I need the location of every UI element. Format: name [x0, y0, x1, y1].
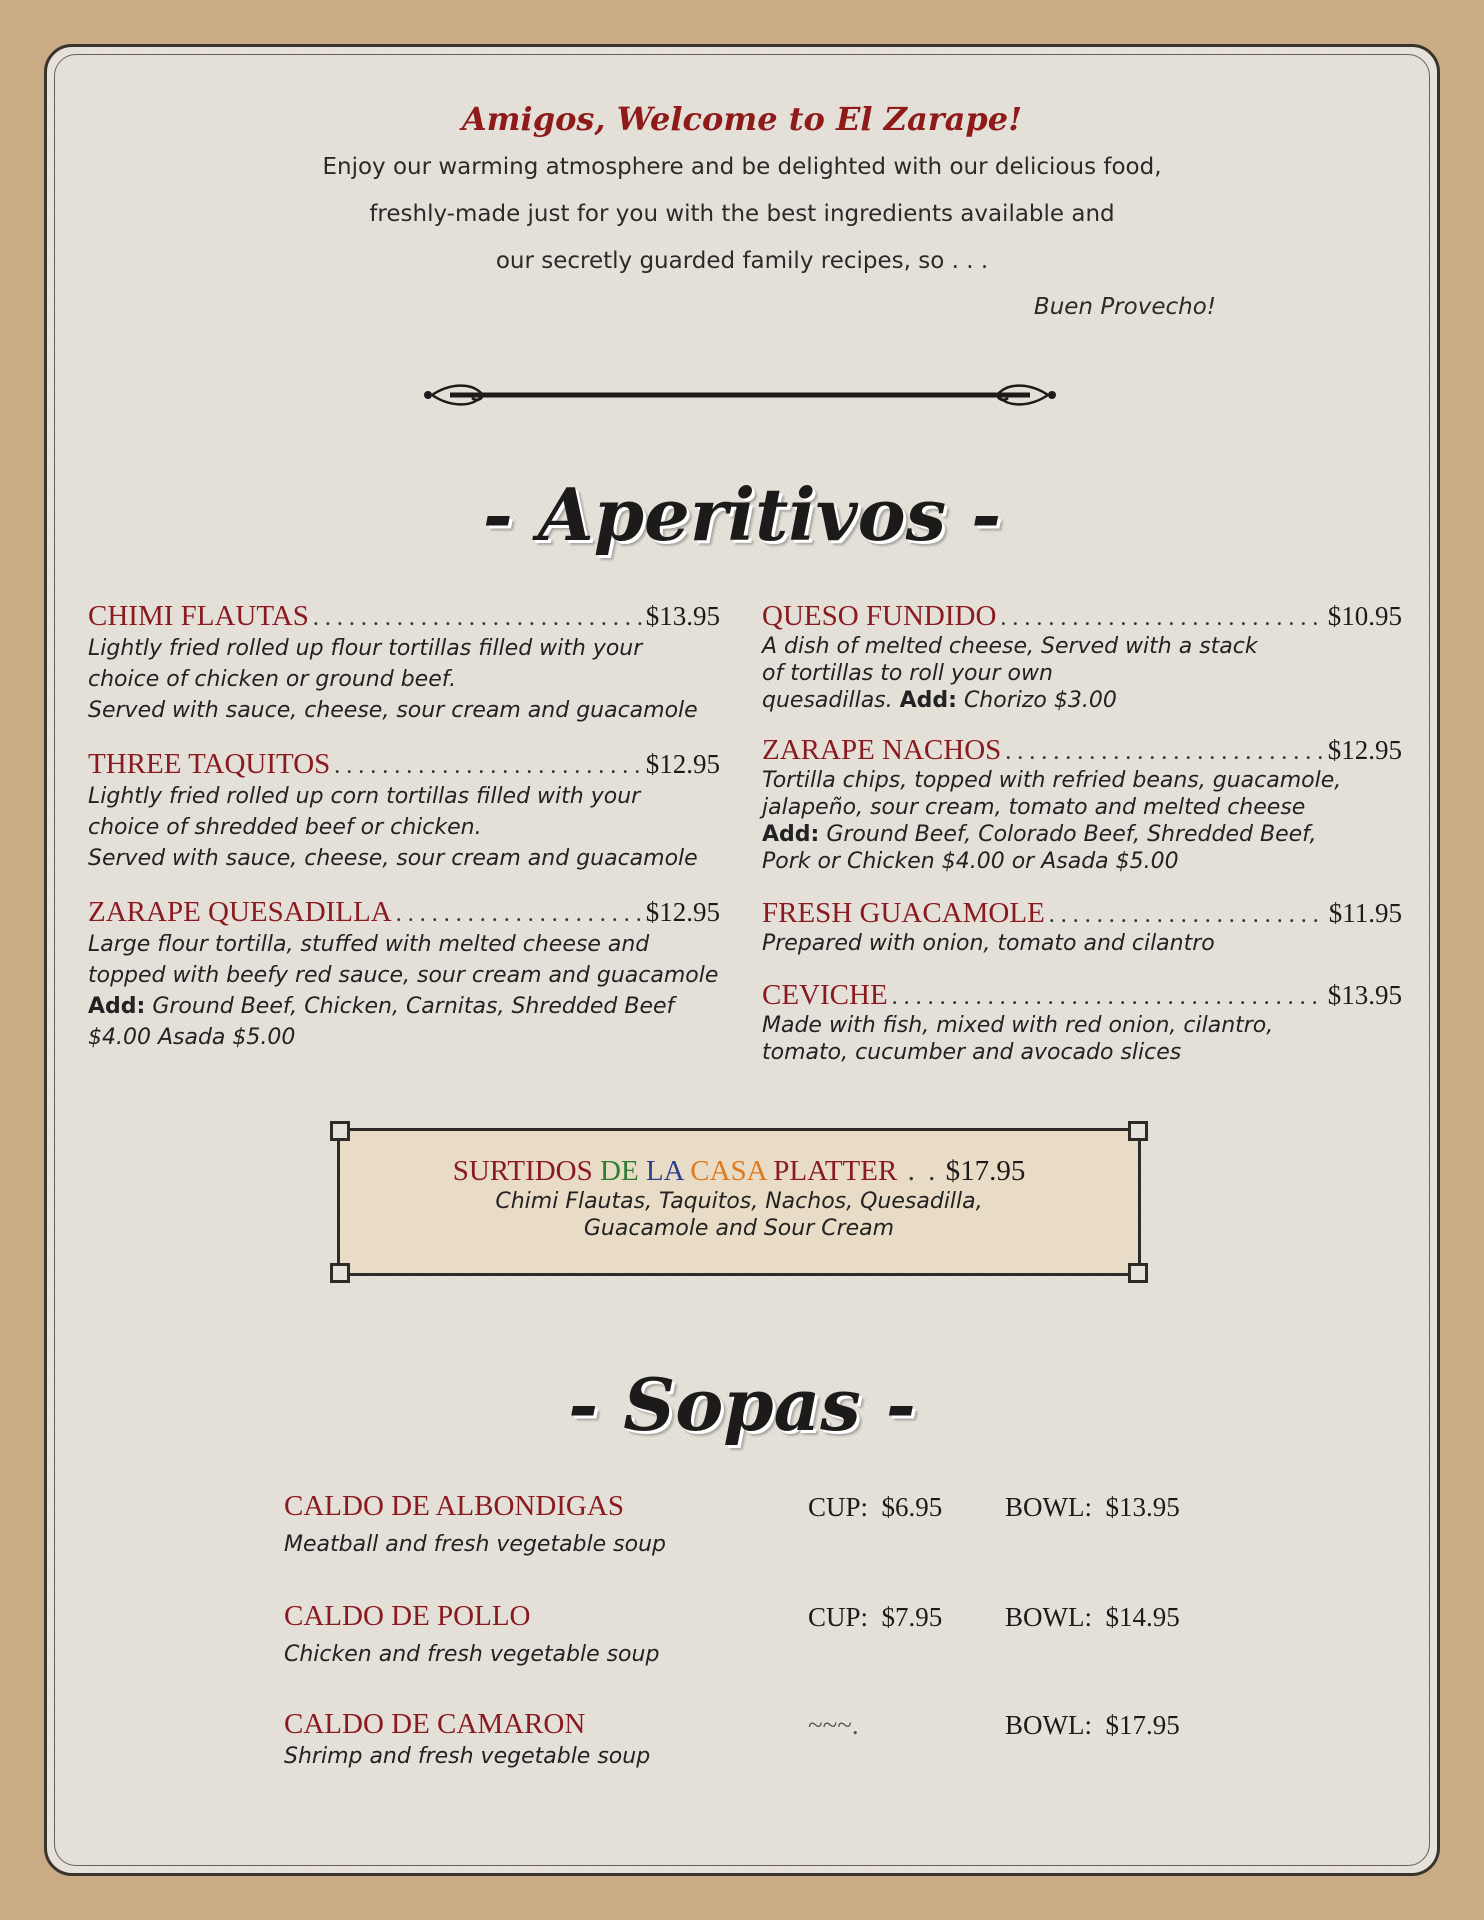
addon-label: Add: [899, 688, 957, 713]
menu-item [88, 748, 720, 874]
item-description: A dish of melted cheese, Served with a stack [762, 634, 1258, 659]
item-addon: Pork or Chicken $4.00 or Asada $5.00 [762, 849, 1179, 874]
menu-item [762, 600, 1402, 714]
platter-word: SURTIDOS [452, 1155, 593, 1187]
addon-label: Add: [762, 822, 820, 847]
platter-word: CASA [690, 1155, 766, 1187]
soup-description: Meatball and fresh vegetable soup [284, 1532, 666, 1557]
leader-dots [1005, 739, 1323, 766]
item-description: quesadillas. [762, 688, 900, 713]
welcome-line: freshly-made just for you with the best ingredients available and [369, 201, 1115, 227]
addon-text: Ground Beef, Chicken, Carnitas, Shredded Beef [145, 994, 675, 1019]
cup-not-available: ~~~. [808, 1710, 859, 1740]
ornamental-divider [420, 380, 1060, 410]
item-description: choice of chicken or ground beef. [88, 667, 457, 692]
corner-ornament [330, 1121, 350, 1141]
addon-text: Chorizo $3.00 [956, 688, 1117, 713]
addon-label: Add: [88, 994, 146, 1019]
section-title-sopas: - Sopas - [568, 1362, 916, 1447]
leader-dots [1000, 605, 1323, 632]
item-description: Tortilla chips, topped with refried beans, guacamole, [762, 768, 1342, 793]
section-title-aperitivos: - Aperitivos - [482, 472, 1002, 557]
leader-dots [334, 753, 641, 780]
item-description: jalapeño, sour cream, tomato and melted cheese [762, 795, 1306, 820]
soup-description: Chicken and fresh vegetable soup [284, 1642, 660, 1667]
item-description: tomato, cucumber and avocado slices [762, 1040, 1182, 1065]
menu-item [762, 897, 1402, 957]
soup-name: CALDO DE POLLO [284, 1600, 531, 1632]
item-description: Lightly fried rolled up flour tortillas filled with your [88, 636, 643, 661]
signoff: Buen Provecho! [1033, 294, 1216, 320]
menu-item [762, 734, 1402, 875]
leader-dots [1049, 902, 1325, 929]
platter-word: DE [600, 1155, 639, 1187]
welcome-line: Enjoy our warming atmosphere and be delighted with our delicious food, [322, 154, 1162, 180]
item-description: topped with beefy red sauce, sour cream and guacamole [88, 963, 719, 988]
platter-word: LA [645, 1155, 683, 1187]
soup-name: CALDO DE CAMARON [284, 1708, 586, 1740]
platter-title: SURTIDOS DE LA CASA PLATTER . . $17.95 [452, 1155, 1026, 1187]
addon-text: Ground Beef, Colorado Beef, Shredded Beef, [819, 822, 1317, 847]
corner-ornament [330, 1263, 350, 1283]
item-price: $12.95 [1327, 735, 1402, 765]
item-description: choice of shredded beef or chicken. [88, 815, 482, 840]
bowl-price: BOWL: $13.95 [1005, 1492, 1180, 1522]
leader-dots [396, 901, 642, 928]
item-price: $12.95 [645, 749, 720, 779]
menu-item [762, 979, 1402, 1066]
item-description: Served with sauce, cheese, sour cream and guacamole [88, 698, 698, 723]
item-description: Lightly fried rolled up corn tortillas filled with your [88, 784, 641, 809]
item-name: ZARAPE QUESADILLA [88, 896, 392, 928]
item-price: $11.95 [1328, 898, 1402, 928]
bowl-price: BOWL: $14.95 [1005, 1602, 1180, 1632]
item-name: FRESH GUACAMOLE [762, 897, 1045, 929]
item-price: $13.95 [1327, 980, 1402, 1010]
item-addon [762, 821, 1402, 848]
cup-price: CUP: $6.95 [808, 1492, 943, 1522]
menu-item [88, 896, 720, 1053]
aperitivos-left-column [88, 600, 720, 1053]
menu-item [88, 600, 720, 726]
welcome-title: Amigos, Welcome to El Zarape! [461, 100, 1023, 138]
cup-price: CUP: $7.95 [808, 1602, 943, 1632]
soup-description: Shrimp and fresh vegetable soup [284, 1744, 651, 1769]
platter-price: $17.95 [945, 1155, 1026, 1187]
item-description: Prepared with onion, tomato and cilantro [762, 931, 1215, 956]
platter-word: PLATTER [773, 1155, 898, 1187]
item-description: Made with fish, mixed with red onion, cilantro, [762, 1013, 1274, 1038]
leader-dots [892, 984, 1324, 1011]
item-description: of tortillas to roll your own [762, 661, 1053, 686]
item-price: $13.95 [645, 601, 720, 631]
platter-box [337, 1128, 1141, 1276]
item-name: ZARAPE NACHOS [762, 734, 1002, 766]
item-addon [88, 991, 720, 1022]
leader-dots [313, 605, 642, 632]
item-name: QUESO FUNDIDO [762, 600, 997, 632]
item-name: CEVICHE [762, 979, 888, 1011]
bowl-price: BOWL: $17.95 [1005, 1710, 1180, 1740]
soup-name: CALDO DE ALBONDIGAS [284, 1490, 624, 1522]
item-description: Large flour tortilla, stuffed with melted cheese and [88, 932, 650, 957]
item-name: CHIMI FLAUTAS [88, 600, 309, 632]
corner-ornament [1128, 1263, 1148, 1283]
platter-description: Guacamole and Sour Cream [583, 1216, 895, 1241]
welcome-line: our secretly guarded family recipes, so . . . [495, 248, 989, 274]
platter-description: Chimi Flautas, Taquitos, Nachos, Quesadilla, [495, 1189, 983, 1214]
item-addon: $4.00 Asada $5.00 [88, 1025, 296, 1050]
corner-ornament [1128, 1121, 1148, 1141]
item-description: Served with sauce, cheese, sour cream and guacamole [88, 846, 698, 871]
item-price: $10.95 [1327, 601, 1402, 631]
item-price: $12.95 [645, 897, 720, 927]
item-addon [762, 687, 1402, 714]
aperitivos-right-column [762, 600, 1402, 1066]
item-name: THREE TAQUITOS [88, 748, 331, 780]
